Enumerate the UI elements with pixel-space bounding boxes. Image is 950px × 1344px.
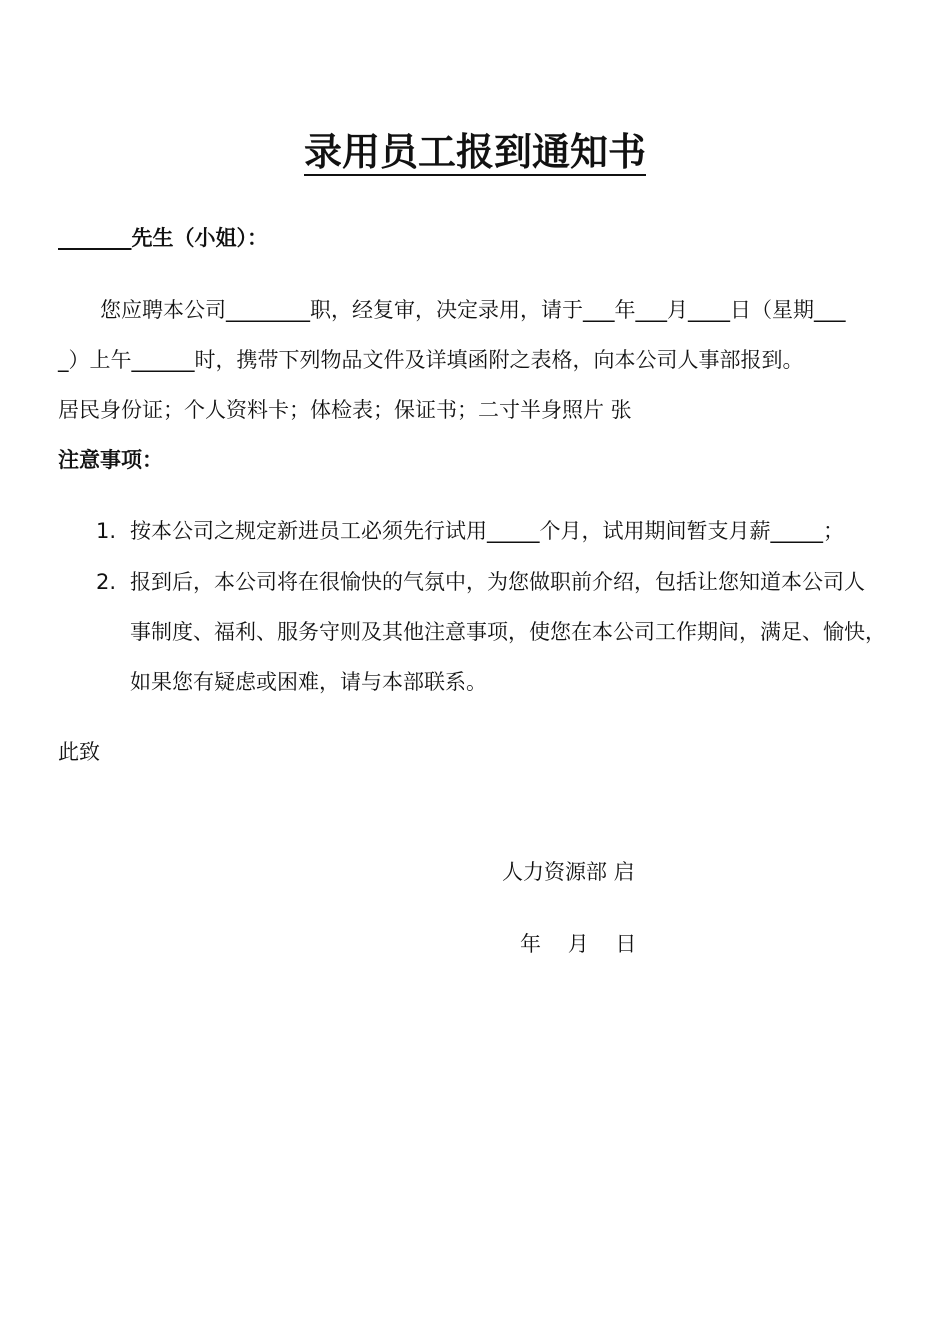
- signature: 人力资源部 启: [502, 860, 635, 884]
- document-title: [0, 128, 950, 176]
- notice-2-line-1: 报到后，本公司将在很愉快的气氛中，为您做职前介绍，包括让您知道本公司人: [130, 570, 865, 594]
- notice-number-1: 1.: [96, 519, 117, 543]
- notice-1-line-1: 按本公司之规定新进员工必须先行试用_____个月，试用期间暂支月薪_____；: [130, 519, 844, 543]
- notice-number-2: 2.: [96, 570, 117, 594]
- notice-2-line-3: 如果您有疑虑或困难，请与本部联系。: [130, 670, 487, 694]
- salutation: _______先生（小姐）：: [58, 226, 268, 250]
- document-title-text: 录用员工报到通知书: [303, 130, 646, 174]
- closing: 此致: [58, 740, 100, 764]
- required-items-line: 居民身份证；个人资料卡；体检表；保证书；二寸半身照片 张: [58, 398, 632, 422]
- notice-heading: 注意事项：: [58, 448, 163, 472]
- date-line: 年 月 日: [520, 932, 637, 956]
- notice-2-line-2: 事制度、福利、服务守则及其他注意事项，使您在本公司工作期间，满足、愉快，: [130, 620, 886, 644]
- paragraph-line-1: 您应聘本公司________职，经复审，决定录用，请于___年___月____日（星期___: [100, 298, 846, 322]
- paragraph-line-2: _）上午______时，携带下列物品文件及详填函附之表格，向本公司人事部报到。: [58, 348, 804, 372]
